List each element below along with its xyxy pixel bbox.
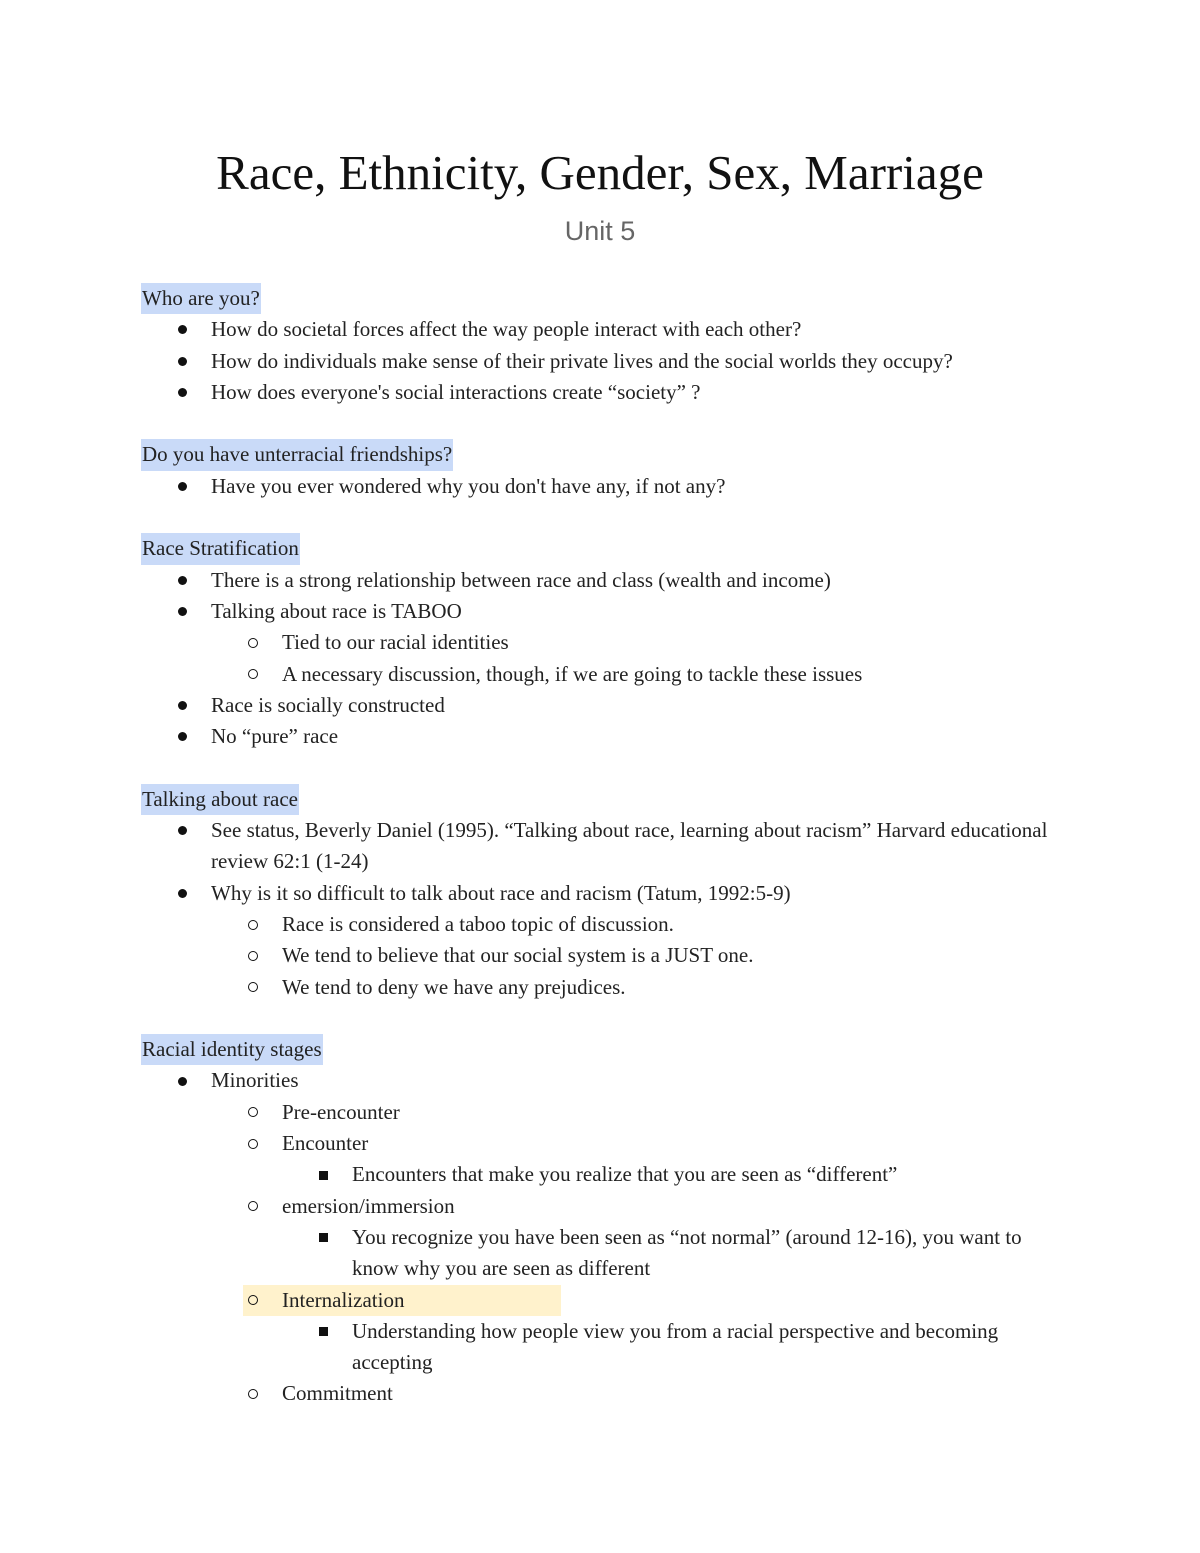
bullet-list xyxy=(141,471,1061,502)
bullet-list xyxy=(141,565,1061,753)
bullet-square-icon xyxy=(319,1159,328,1190)
section-heading: Race Stratification xyxy=(141,533,300,564)
bullet-dot-icon xyxy=(178,314,187,345)
list-item: There is a strong relationship between race and class (wealth and income) xyxy=(141,565,1061,596)
bullet-dot-icon xyxy=(178,815,187,846)
bullet-dot-icon xyxy=(178,346,187,377)
bullet-circle-icon xyxy=(248,1378,258,1409)
list-item: Have you ever wondered why you don't have any, if not any? xyxy=(141,471,1061,502)
list-item: We tend to believe that our social system is a JUST one. xyxy=(141,940,1061,971)
list-item: Tied to our racial identities xyxy=(141,627,1061,658)
bullet-circle-icon xyxy=(248,909,258,940)
list-item: Talking about race is TABOO xyxy=(141,596,1061,627)
list-item: A necessary discussion, though, if we are going to tackle these issues xyxy=(141,659,1061,690)
bullet-circle-icon xyxy=(248,1128,258,1159)
list-item: Minorities xyxy=(141,1065,1061,1096)
document-body xyxy=(141,283,1061,1441)
list-item: Why is it so difficult to talk about race and racism (Tatum, 1992:5-9) xyxy=(141,878,1061,909)
bullet-circle-icon xyxy=(248,659,258,690)
list-item-highlighted: Internalization xyxy=(141,1285,1061,1316)
list-item: Commitment xyxy=(141,1378,1061,1409)
bullet-list xyxy=(141,1065,1061,1409)
bullet-list xyxy=(141,815,1061,1003)
bullet-dot-icon xyxy=(178,721,187,752)
section-racial-identity-stages xyxy=(141,1034,1061,1410)
section-interracial-friendships xyxy=(141,439,1061,502)
list-item: Encounter xyxy=(141,1128,1061,1159)
list-item: No “pure” race xyxy=(141,721,1061,752)
list-item: How do individuals make sense of their private lives and the social worlds they occupy? xyxy=(141,346,1061,377)
bullet-dot-icon xyxy=(178,565,187,596)
bullet-dot-icon xyxy=(178,471,187,502)
bullet-dot-icon xyxy=(178,596,187,627)
bullet-dot-icon xyxy=(178,878,187,909)
bullet-dot-icon xyxy=(178,1065,187,1096)
section-race-stratification xyxy=(141,533,1061,752)
bullet-circle-icon xyxy=(248,1285,258,1316)
list-item: emersion/immersion xyxy=(141,1191,1061,1222)
list-item: Pre-encounter xyxy=(141,1097,1061,1128)
list-item: How does everyone's social interactions create “society” ? xyxy=(141,377,1061,408)
document-title: Race, Ethnicity, Gender, Sex, Marriage xyxy=(216,145,984,200)
bullet-circle-icon xyxy=(248,972,258,1003)
document-subtitle: Unit 5 xyxy=(564,216,636,246)
section-heading: Who are you? xyxy=(141,283,261,314)
bullet-dot-icon xyxy=(178,690,187,721)
bullet-circle-icon xyxy=(248,1191,258,1222)
list-item: How do societal forces affect the way people interact with each other? xyxy=(141,314,1061,345)
bullet-list xyxy=(141,314,1061,408)
list-item: You recognize you have been seen as “not normal” (around 12-16), you want to know why you are seen as different xyxy=(141,1222,1061,1285)
list-item: Understanding how people view you from a racial perspective and becoming accepting xyxy=(141,1316,1061,1379)
bullet-square-icon xyxy=(319,1222,328,1253)
bullet-circle-icon xyxy=(248,627,258,658)
section-talking-about-race xyxy=(141,784,1061,1003)
bullet-square-icon xyxy=(319,1316,328,1347)
list-item: See status, Beverly Daniel (1995). “Talking about race, learning about racism” Harvard educational review 62:1 (1-24) xyxy=(141,815,1061,878)
list-item: Race is considered a taboo topic of discussion. xyxy=(141,909,1061,940)
bullet-circle-icon xyxy=(248,1097,258,1128)
section-who-are-you xyxy=(141,283,1061,408)
list-item: Race is socially constructed xyxy=(141,690,1061,721)
section-heading: Talking about race xyxy=(141,784,299,815)
list-item: Encounters that make you realize that you are seen as “different” xyxy=(141,1159,1061,1190)
bullet-dot-icon xyxy=(178,377,187,408)
list-item: We tend to deny we have any prejudices. xyxy=(141,972,1061,1003)
bullet-circle-icon xyxy=(248,940,258,971)
section-heading: Racial identity stages xyxy=(141,1034,323,1065)
section-heading: Do you have unterracial friendships? xyxy=(141,439,453,470)
